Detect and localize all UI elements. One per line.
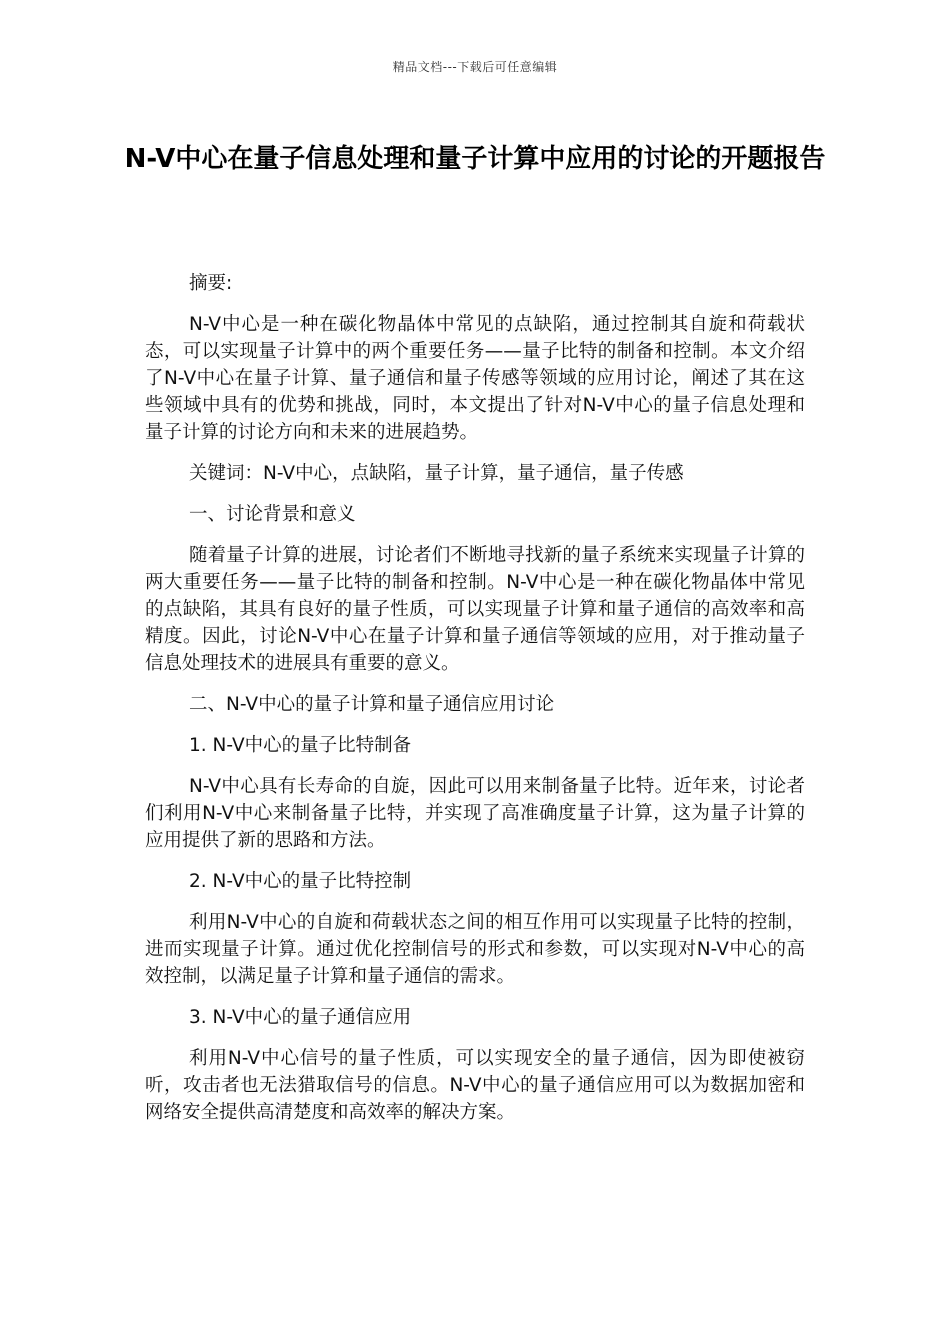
document-body (145, 270, 805, 1140)
keywords-line: 关键词：N-V中心，点缺陷，量子计算，量子通信，量子传感 (189, 463, 684, 484)
section-paragraph-background: 随着量子计算的进展，讨论者们不断地寻找新的量子系统来实现量子计算的两大重要任务——量子比特的制备和控制。N-V中心是一种在碳化物晶体中常见的点缺陷，其具有良好的量子性质，可以实现量子计算和量子通信的高效率和高精度。因此，讨论N-V中心在量子计算和量子通信等领域的应用，对于推动量子信息处理技术的进展具有重要的意义。 (145, 545, 805, 674)
page-header: 精品文档---下载后可任意编辑 (392, 60, 558, 74)
subsection-paragraph-qubit-control: 利用N-V中心的自旋和荷载状态之间的相互作用可以实现量子比特的控制，进而实现量子计算。通过优化控制信号的形式和参数，可以实现对N-V中心的高效控制，以满足量子计算和量子通信的需求。 (145, 912, 805, 987)
subsection-heading-qubit-control: 2. N-V中心的量子比特控制 (189, 871, 412, 892)
section-heading-background: 一、讨论背景和意义 (189, 504, 356, 525)
subsection-paragraph-qubit-preparation: N-V中心具有长寿命的自旋，因此可以用来制备量子比特。近年来，讨论者们利用N-V中心来制备量子比特，并实现了高准确度量子计算，这为量子计算的应用提供了新的思路和方法。 (145, 776, 805, 851)
abstract-label: 摘要: (189, 273, 233, 294)
abstract-paragraph: N-V中心是一种在碳化物晶体中常见的点缺陷，通过控制其自旋和荷载状态，可以实现量子计算中的两个重要任务——量子比特的制备和控制。本文介绍了N-V中心在量子计算、量子通信和量子传感等领域的应用讨论，阐述了其在这些领域中具有的优势和挑战，同时，本文提出了针对N-V中心的量子信息处理和量子计算的讨论方向和未来的进展趋势。 (145, 314, 805, 443)
section-heading-applications: 二、N-V中心的量子计算和量子通信应用讨论 (189, 694, 555, 715)
subsection-heading-qubit-preparation: 1. N-V中心的量子比特制备 (189, 735, 412, 756)
subsection-heading-quantum-communication: 3. N-V中心的量子通信应用 (189, 1007, 412, 1028)
subsection-paragraph-quantum-communication: 利用N-V中心信号的量子性质，可以实现安全的量子通信，因为即使被窃听，攻击者也无法猎取信号的信息。N-V中心的量子通信应用可以为数据加密和网络安全提供高清楚度和高效率的解决方案。 (145, 1048, 805, 1123)
document-title: N-V中心在量子信息处理和量子计算中应用的讨论的开题报告 (124, 144, 826, 174)
